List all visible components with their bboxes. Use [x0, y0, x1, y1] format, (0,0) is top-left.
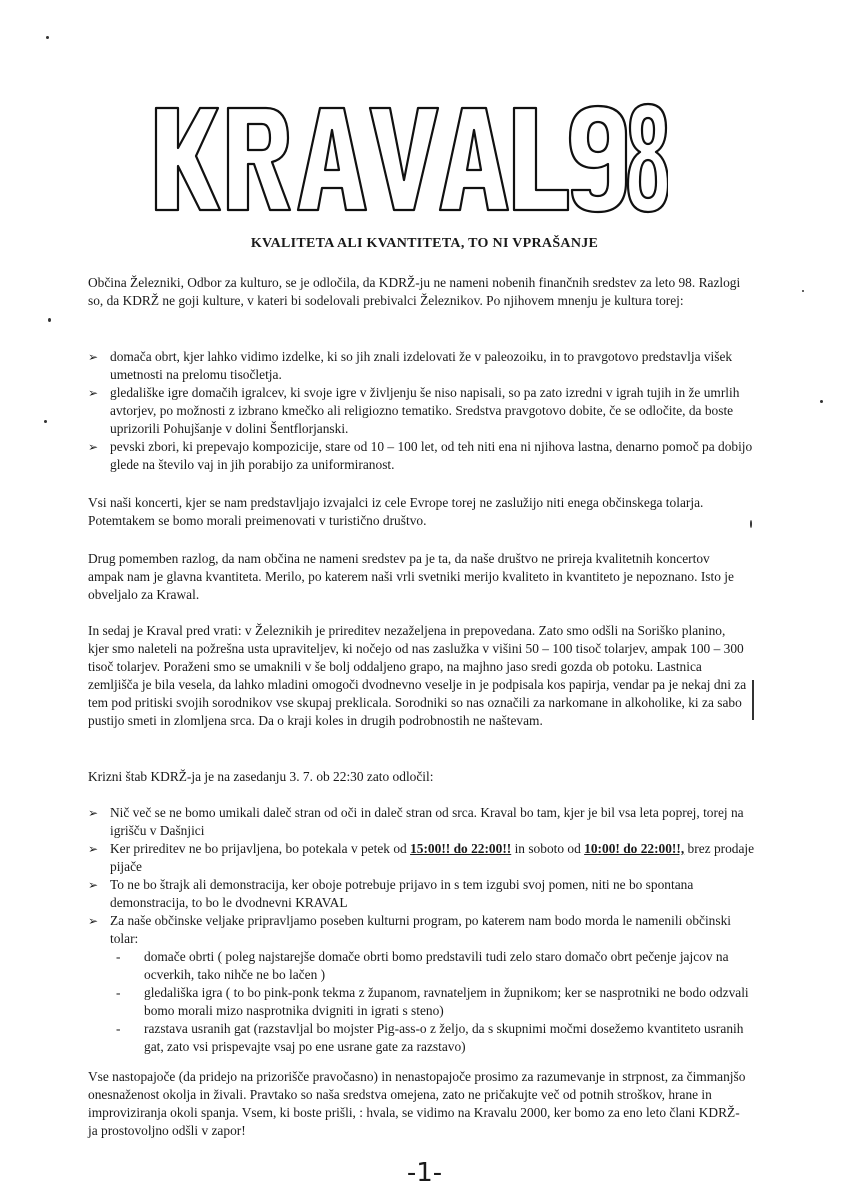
- scan-speck: [802, 290, 804, 292]
- arrow-bullet-icon: ➢: [88, 842, 99, 856]
- list-item-text: in soboto od: [511, 841, 585, 856]
- page-title: KVALITETA ALI KVANTITETA, TO NI VPRAŠANJE: [250, 236, 599, 251]
- list-item-text: domače obrti ( poleg najstarejše domače obrti bomo predstavili tudi zelo staro domačo obrt pečenje jajcov na ocverkih, tako nihče ne bo lačen ): [144, 949, 729, 982]
- list-item: [88, 348, 760, 384]
- arrow-bullet-icon: ➢: [88, 386, 99, 400]
- closing-paragraph: [88, 1068, 748, 1140]
- dash-bullet-icon: -: [116, 985, 121, 1000]
- list-item: [88, 912, 760, 1056]
- list-item: [88, 438, 760, 474]
- scan-speck: [820, 400, 823, 403]
- scan-speck: [46, 36, 49, 39]
- list-item-text: Ker prireditev ne bo prijavljena, bo potekala v petek od: [110, 841, 411, 856]
- reason-text: Drug pomemben razlog, da nam občina ne nameni sredstev pa je ta, da naše društvo ne prireja kvalitetnih koncertov ampak nam je glavna kvantiteta. Merilo, po katerem naši vrli svetniki merijo kvaliteto in kvantiteto je nepoznano. Isto je obveljalo za Krawal.: [88, 551, 734, 602]
- list-item-text: razstava usranih gat (razstavljal bo mojster Pig-ass-o z željo, da s skupnimi močmi dosežemo kvantiteto usranih gat, zato vsi prispevajte vsaj po ene usrane gate za razstavo): [144, 1021, 744, 1054]
- list-item-text: domača obrt, kjer lahko vidimo izdelke, ki so jih znali izdelovati že v paleozoiku, in to pravgotovo predstavlja višek umetnosti na prelomu tisočletja.: [110, 349, 733, 382]
- saturday-time: 10:00! do 22:00!!,: [584, 841, 685, 856]
- intro-text: Občina Železniki, Odbor za kulturo, se je odločila, da KDRŽ-ju ne nameni nobenih finančnih sredstev za leto 98. Razlogi so, da KDRŽ ne goji kulture, v kateri bi sodelovali prebivalci Železnikov. Po njihovem mnenju je kultura torej:: [88, 275, 741, 308]
- scan-speck: [48, 318, 51, 322]
- intro-paragraph: [88, 274, 748, 310]
- friday-time: 15:00!! do 22:00!!: [410, 841, 512, 856]
- concerts-paragraph: [88, 494, 748, 530]
- list-item: [88, 384, 760, 438]
- list-item: [88, 876, 760, 912]
- culture-list: [88, 348, 760, 474]
- list-item: [88, 804, 760, 840]
- arrow-bullet-icon: ➢: [88, 350, 99, 364]
- arrow-bullet-icon: ➢: [88, 806, 99, 820]
- dash-bullet-icon: -: [116, 949, 121, 964]
- decisions-list: [88, 804, 760, 1056]
- concerts-text: Vsi naši koncerti, kjer se nam predstavljajo izvajalci iz cele Evrope torej ne zaslužijo niti enega občinskega tolarja. Potemtakem se bomo morali preimenovati v turistično društvo.: [88, 495, 704, 528]
- scan-speck: [750, 520, 752, 528]
- list-item-text: gledališke igre domačih igralcev, ki svoje igre v življenju še niso napisali, so pa zato izredni v igrah tujih in že umrlih avtorjev, po možnosti z izbrano kmečko ali religiozno tematiko. Sredstva pravgotovo dobite, če se odločite, da boste uprizorili Pohujšanje v dolini Šentflorjanski.: [110, 385, 740, 436]
- list-item: [110, 1020, 760, 1056]
- list-item-text: brez prodaje pijače: [110, 841, 755, 874]
- list-item: [88, 840, 760, 876]
- reason-paragraph: [88, 550, 748, 604]
- list-item-text: pevski zbori, ki prepevajo kompozicije, stare od 10 – 100 let, od teh niti ena ni njihova lastna, denarno pomoč pa dobijo glede na število vaj in jih porabijo za uniformiranost.: [110, 439, 753, 472]
- crisis-intro-text: Krizni štab KDRŽ-ja je na zasedanju 3. 7. ob 22:30 zato odločil:: [88, 769, 434, 784]
- program-list: [110, 948, 760, 1056]
- scan-speck: [44, 420, 47, 423]
- history-paragraph: [88, 622, 748, 730]
- dash-bullet-icon: -: [116, 1021, 121, 1036]
- kraval98-logo: [148, 98, 668, 218]
- crisis-intro: [88, 768, 748, 786]
- scan-speck: [752, 680, 754, 720]
- list-item-text: Nič več se ne bomo umikali daleč stran od oči in daleč stran od srca. Kraval bo tam, kjer je bil vsa leta poprej, torej na igrišču v Dašnjici: [110, 805, 744, 838]
- list-item-text: Za naše občinske veljake pripravljamo poseben kulturni program, po katerem nam bodo morda le namenili občinski tolar:: [110, 913, 731, 946]
- list-item: [110, 948, 760, 984]
- list-item-text: gledališka igra ( to bo pink-ponk tekma z županom, ravnateljem in župnikom; ker se nasprotniki ne bodo odzvali bomo morali mizo nasprotnika dvigniti in igrati s steno): [144, 985, 749, 1018]
- arrow-bullet-icon: ➢: [88, 878, 99, 892]
- arrow-bullet-icon: ➢: [88, 440, 99, 454]
- page-number: -1-: [406, 1158, 443, 1188]
- logo-text: KRAVAL98: [148, 98, 153, 99]
- closing-text: Vse nastopajoče (da pridejo na prizorišče pravočasno) in nenastopajoče prosimo za razumevanje in strpnost, za čimmanjšo onesnaženost okolja in živali. Pravtako so naša sredstva omejena, zato ne pričakujte več od potnih stroškov, hrane in improviziranja okoli spanja. Vsem, ki boste prišli, : hvala, se vidimo na Kravalu 2000, ker bomo za eno leto člani KDRŽ-ja prostovoljno odšli v zapor!: [88, 1069, 746, 1138]
- list-item-text: To ne bo štrajk ali demonstracija, ker oboje potrebuje prijavo in s tem izgubi svoj pomen, niti ne bo spontana demonstracija, to bo le dvodnevni KRAVAL: [110, 877, 694, 910]
- arrow-bullet-icon: ➢: [88, 914, 99, 928]
- history-text: In sedaj je Kraval pred vrati: v Železnikih je prireditev nezaželjena in prepovedana. Zato smo odšli na Soriško planino, kjer smo naleteli na požrešna usta upraviteljev, ki nočejo od nas zaslužka v višini 50 – 100 tisoč tolarjev, ampak 100 – 300 tisoč tolarjev. Poraženi smo se umaknili v še bolj oddaljeno grapo, na majhno jaso sredi gozda ob potoku. Lastnica zemljišča je bila vesela, da lahko mladini omogoči dvodnevno veselje in je podpisala kos papirja, vendar pa je nekaj dni za tem pod pritiski svojih sorodnikov vse skupaj preklicala. Sorodniki so nas označili za narkomane in alkoholike, ki za sabo pustijo smeti in zlomljena srca. Da o kraji koles in drugih podrobnostih ne naštevam.: [88, 623, 747, 728]
- list-item: [110, 984, 760, 1020]
